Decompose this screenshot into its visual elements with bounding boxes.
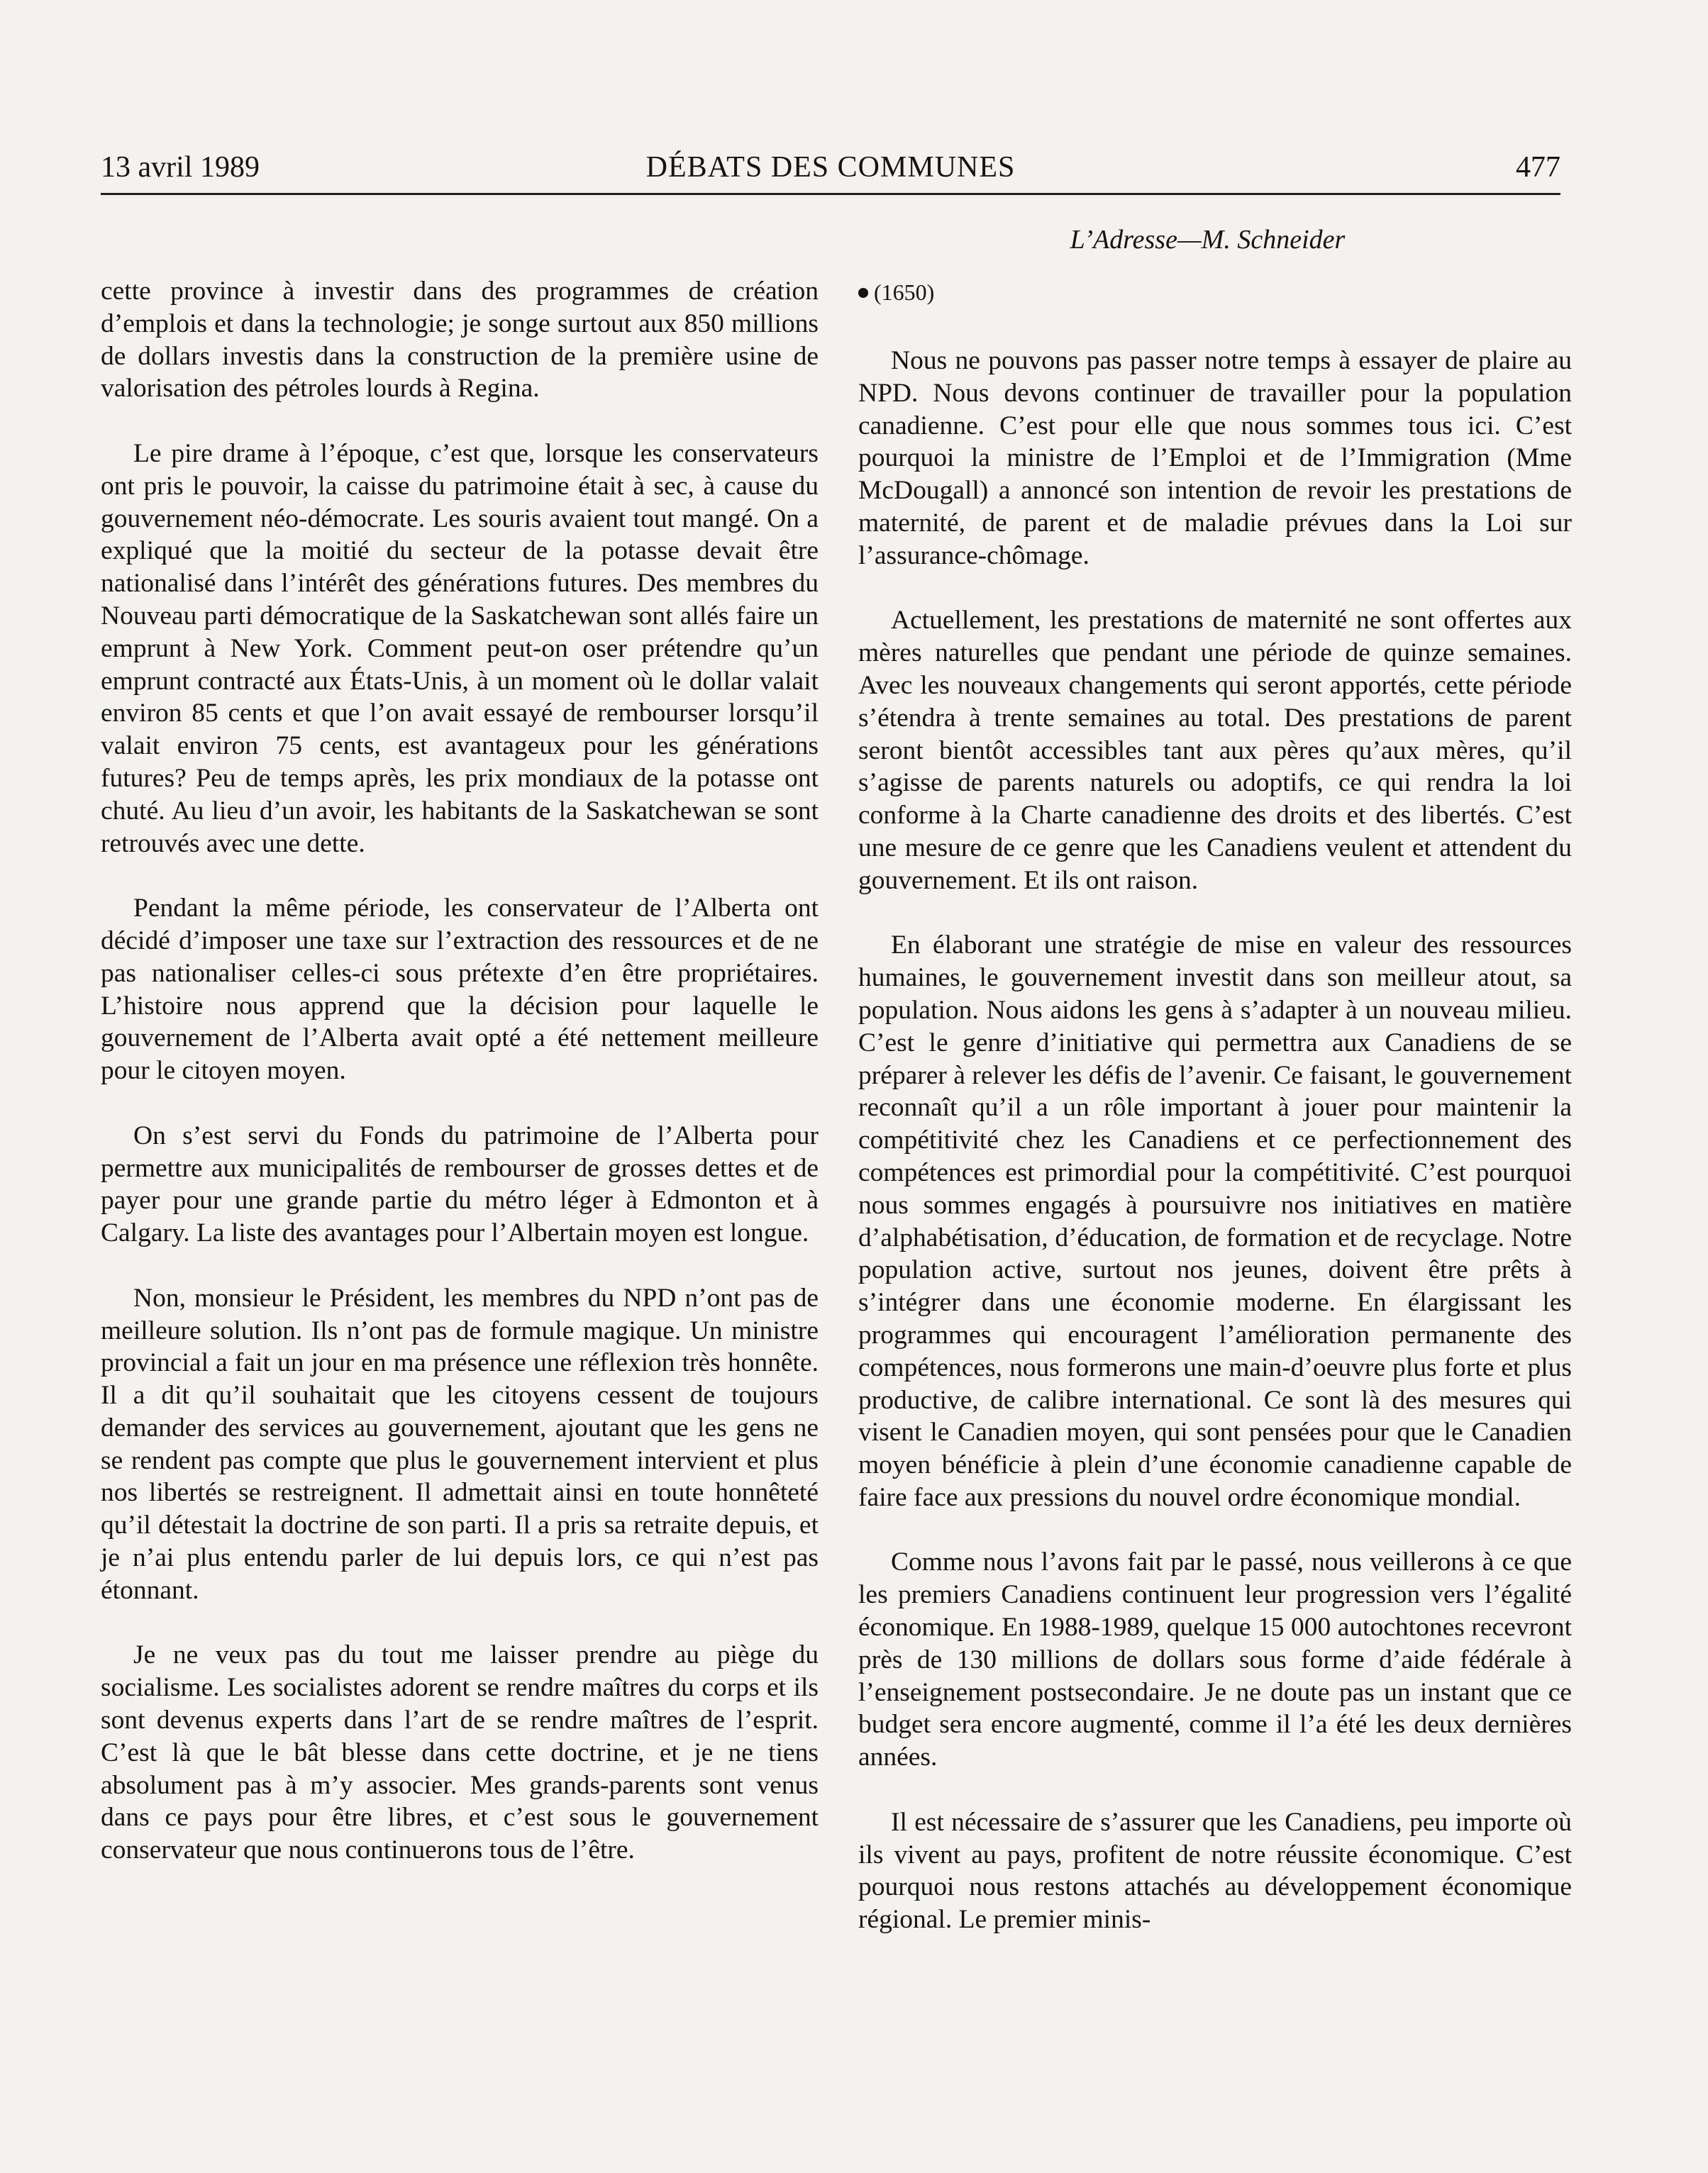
paragraph: Le pire drame à l’époque, c’est que, lorsque les conservateurs ont pris le pouvoir, la caisse du patrimoine était à sec, à cause du gouvernement néo-démocrate. Les souris avaient tout mangé. On a expliqué que la moitié du secteur de la potasse devait être nationalisé dans l’intérêt des générations futures. Des membres du Nouveau parti démocratique de la Saskatchewan sont allés faire un emprunt à New York. Comment peut-on oser prétendre qu’un emprunt contracté aux États-Unis, à un moment où le dollar valait environ 85 cents et que l’on avait essayé de rembourser lorsqu’il valait environ 75 cents, est avantageux pour les générations futures? Peu de temps après, les prix mondiaux de la potasse ont chuté. Au lieu d’un avoir, les habitants de la Saskatchewan se sont retrouvés avec une dette. [101,438,819,858]
bullet-icon [858,288,868,298]
running-head: L’Adresse—M. Schneider [1070,225,1346,255]
paragraph: On s’est servi du Fonds du patrimoine de l’Alberta pour permettre aux municipalités de rembourser de grosses dettes et de payer pour une grande partie du métro léger à Edmonton et à Calgary. La liste des avantages pour l’Albertain moyen est longue. [101,1121,819,1248]
page-header [101,150,1560,193]
header-rule [101,193,1560,195]
paragraph: Pendant la même période, les conservateur de l’Alberta ont décidé d’imposer une taxe sur l’extraction des ressources et de ne pas nationaliser celles-ci sous prétexte d’en être propriétaires. L’histoire nous apprend que la décision pour laquelle le gouvernement de l’Alberta avait opté a été nettement meilleure pour le citoyen moyen. [101,894,819,1086]
header-date: 13 avril 1989 [101,151,260,184]
paragraph: Il est nécessaire de s’assurer que les Canadiens, peu importe où ils vivent au pays, profitent de notre réussite économique. C’est pourquoi nous restons attachés au développement économique régional. Le premier minis- [858,1807,1572,1935]
paragraph: En élaborant une stratégie de mise en valeur des ressources humaines, le gouvernement investit dans son meilleur atout, sa population. Nous aidons les gens à s’adapter à un nouveau milieu. C’est le genre d’initiative qui permettra aux Canadiens de se préparer à relever les défis de l’avenir. Ce faisant, le gouvernement reconnaît qu’il a un rôle important à jouer pour maintenir la compétitivité chez les Canadiens et ce perfectionnement des compétences est primordial pour la compétitivité. C’est pourquoi nous sommes engagés à poursuivre nos initiatives en matière d’alphabétisation, d’éducation, de formation et de recyclage. Notre population active, surtout nos jeunes, doivent être prêts à s’intégrer dans une économie moderne. En élargissant les programmes qui encouragent l’amélioration permanente des compétences, nous formerons une main-d’oeuvre plus forte et plus productive, de calibre international. Ce sont là des mesures qui visent le Canadien moyen, qui sont pensées pour que le Canadien moyen bénéficie à plein d’une économie canadienne capable de faire face aux pressions du nouvel ordre économique mondial. [858,930,1572,1512]
paragraph: Nous ne pouvons pas passer notre temps à essayer de plaire au NPD. Nous devons continuer de travailler pour la population canadienne. C’est pour elle que nous sommes tous ici. C’est pourquoi la ministre de l’Emploi et de l’Immigration (Mme McDougall) a annoncé son intention de revoir les prestations de maternité, de parent et de maladie prévues dans la Loi sur l’assurance-chômage. [858,346,1572,570]
paragraph: cette province à investir dans des programmes de création d’emplois et dans la technologie; je songe surtout aux 850 millions de dollars investis dans la construction de la première usine de valorisation des pétroles lourds à Regina. [101,277,819,404]
timestamp [858,278,1572,306]
timestamp-text: (1650) [874,279,935,305]
paragraph: Non, monsieur le Président, les membres du NPD n’ont pas de meilleure solution. Ils n’ont pas de formule magique. Un ministre provincial a fait un jour en ma présence une réflexion très honnête. Il a dit qu’il souhaitait que les citoyens cessent de toujours demander des services au gouvernement, ajoutant que les gens ne se rendent pas compte que plus le gouvernement intervient et plus nos libertés se restreignent. Il admettait ainsi en toute honnêteté qu’il détestait la doctrine de son parti. Il a pris sa retraite depuis, et je n’ai plus entendu parler de lui depuis lors, ce qui n’est pas étonnant. [101,1283,819,1605]
header-title: DÉBATS DES COMMUNES [645,151,1016,184]
paragraph: Je ne veux pas du tout me laisser prendre au piège du socialisme. Les socialistes adorent se rendre maîtres du corps et ils sont devenus experts dans l’art de se rendre maîtres de l’esprit. C’est là que le bât blesse dans cette doctrine, et je ne tiens absolument pas à m’y associer. Mes grands-parents sont venus dans ce pays pour être libres, et c’est sous le gouvernement conservateur que nous continuerons tous de l’être. [101,1640,819,1865]
left-column [101,275,819,1899]
paragraph: Comme nous l’avons fait par le passé, nous veillerons à ce que les premiers Canadiens continuent leur progression vers l’égalité économique. En 1988-1989, quelque 15 000 autochtones recevront près de 130 millions de dollars sous forme d’aide fédérale à l’enseignement postsecondaire. Je ne doute pas un instant que ce budget sera encore augmenté, comme il l’a été les deux dernières années. [858,1547,1572,1772]
paragraph: Actuellement, les prestations de maternité ne sont offertes aux mères naturelles que pendant une période de quinze semaines. Avec les nouveaux changements qui seront apportés, cette période s’étendra à trente semaines au total. Des prestations de parent seront bientôt accessibles tant aux pères qu’aux mères, qu’il s’agisse de parents naturels ou adoptifs, ce qui rendra la loi conforme à la Charte canadienne des droits et des libertés. C’est une mesure de ce genre que les Canadiens veulent et attendent du gouvernement. Et ils ont raison. [858,606,1572,895]
page-number: 477 [1516,151,1560,184]
right-column [858,278,1572,1969]
